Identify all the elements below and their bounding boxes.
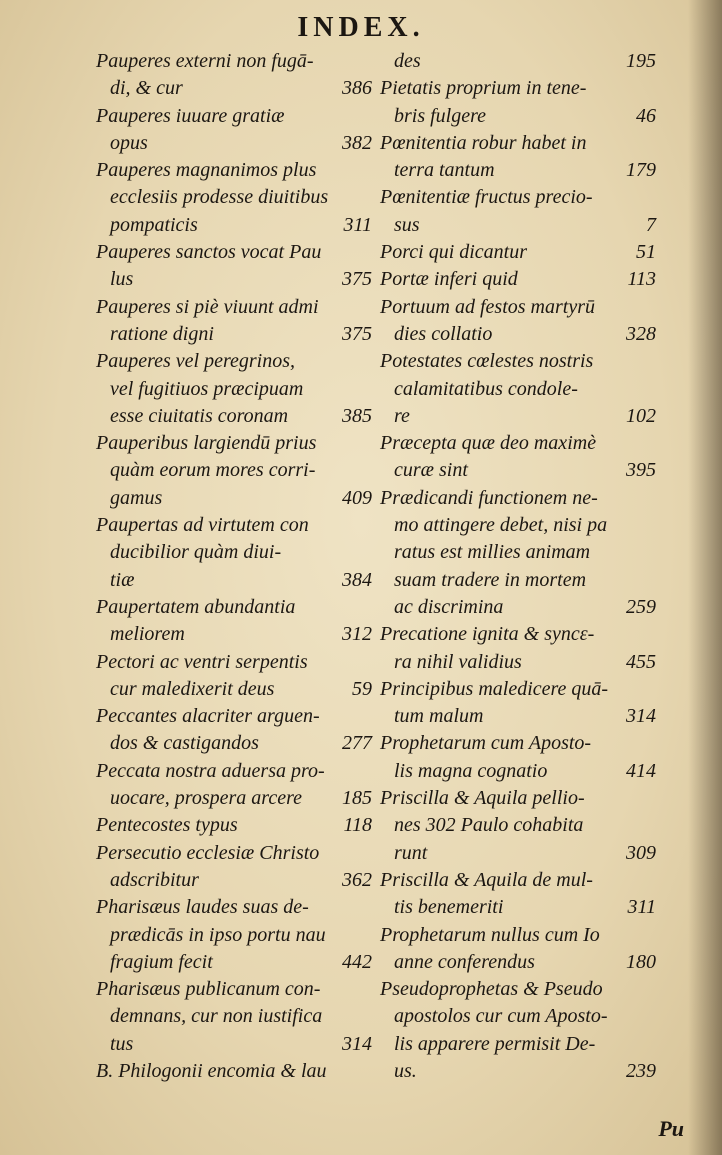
page-number: 375 [342, 322, 372, 345]
index-line [380, 1031, 656, 1058]
index-line [380, 594, 656, 621]
index-line [380, 184, 656, 211]
index-entry-text: uocare, prospera arcere [110, 787, 302, 810]
index-entry-text: ratione digni [110, 322, 214, 345]
index-line [380, 457, 656, 484]
index-entry-text: calamitatibus condole- [394, 377, 578, 400]
index-line [96, 239, 372, 266]
index-line [380, 949, 656, 976]
index-entry-text: ratus est millies animam [394, 541, 591, 564]
index-line [380, 840, 656, 867]
index-entry-text: Pauperes sanctos vocat Pau [96, 241, 322, 264]
index-line [380, 376, 656, 403]
index-entry-text: Pentecostes typus [96, 814, 238, 837]
index-entry-text: dies collatio [394, 322, 493, 345]
index-entry-text: Prædicandi functionem ne- [380, 486, 598, 509]
page-number: 362 [342, 868, 372, 891]
index-line [380, 48, 656, 75]
index-line [96, 75, 372, 102]
index-line [380, 785, 656, 812]
index-line [380, 75, 656, 102]
index-entry-text: demnans, cur non iustifica [110, 1005, 323, 1028]
index-entry-text: Paupertatem abundantia [96, 595, 296, 618]
index-line [96, 894, 372, 921]
index-entry-text: Porci qui dicantur [380, 241, 528, 264]
page-number: 409 [342, 486, 372, 509]
page-number: 309 [626, 841, 656, 864]
page-number: 314 [626, 705, 656, 728]
page-number: 395 [626, 459, 656, 482]
index-line [96, 266, 372, 293]
index-entry-text: lis apparere permisit De- [394, 1032, 596, 1055]
index-line [96, 567, 372, 594]
index-line [380, 703, 656, 730]
index-entry-text: quàm eorum mores corri- [110, 459, 316, 482]
page-number: 386 [342, 77, 372, 100]
page-gutter-shadow [688, 0, 722, 1155]
index-line [96, 703, 372, 730]
index-line [96, 321, 372, 348]
index-line [380, 348, 656, 375]
index-entry-text: mo attingere debet, nisi pa [394, 514, 608, 537]
index-entry-text: nes 302 Paulo cohabita [394, 814, 584, 837]
page-number: 442 [342, 950, 372, 973]
page-number: 7 [646, 213, 656, 236]
page-number: 314 [342, 1032, 372, 1055]
page-number: 51 [636, 241, 656, 264]
index-line [96, 676, 372, 703]
index-line [96, 539, 372, 566]
page-number: 455 [626, 650, 656, 673]
index-entry-text: Pectori ac ventri serpentis [96, 650, 308, 673]
page-number: 185 [342, 787, 372, 810]
index-entry-text: re [394, 404, 410, 427]
index-entry-text: Pseudoprophetas & Pseudo [380, 978, 603, 1001]
index-entry-text: Portuum ad festos martyrū [380, 295, 595, 318]
index-entry-text: bris fulgere [394, 104, 487, 127]
index-entry-text: des [394, 50, 421, 72]
page-number: 328 [626, 322, 656, 345]
index-line [380, 321, 656, 348]
index-line [96, 103, 372, 130]
index-entry-text: Prophetarum nullus cum Io [380, 923, 600, 946]
index-entry-text: prædicās in ipso portu nau [110, 923, 326, 946]
page-number: 102 [626, 404, 656, 427]
index-entry-text: Pauperes magnanimos plus [96, 159, 317, 182]
index-entry-text: sus [394, 213, 420, 236]
index-entry-text: Pauperes vel peregrinos, [96, 350, 296, 373]
index-line [380, 730, 656, 757]
index-line [380, 812, 656, 839]
index-entry-text: tus [110, 1032, 134, 1055]
index-entry-text: ra nihil validius [394, 650, 522, 673]
index-entry-text: Pharisæus publicanum con- [96, 978, 321, 1001]
index-line [96, 621, 372, 648]
index-entry-text: Pœnitentia robur habet in [380, 131, 587, 154]
index-line [96, 457, 372, 484]
page-number: 277 [342, 732, 372, 755]
page-number: 118 [343, 814, 372, 837]
page-number: 311 [627, 896, 656, 919]
index-line [96, 403, 372, 430]
page-number: 384 [342, 568, 372, 591]
index-line [380, 512, 656, 539]
page-number: 259 [626, 595, 656, 618]
index-line [380, 922, 656, 949]
right-column [380, 48, 656, 1085]
index-line [96, 157, 372, 184]
page-number: 414 [626, 759, 656, 782]
index-entry-text: terra tantum [394, 159, 495, 182]
index-entry-text: curæ sint [394, 459, 468, 482]
index-line [380, 103, 656, 130]
left-column [96, 48, 372, 1085]
index-line [380, 430, 656, 457]
index-line [380, 676, 656, 703]
index-entry-text: opus [110, 131, 148, 154]
index-entry-text: suam tradere in mortem [394, 568, 587, 591]
catchword: Pu [658, 1116, 684, 1141]
page-number: 113 [627, 268, 656, 291]
index-entry-text: tis benemeriti [394, 896, 504, 919]
index-line [96, 840, 372, 867]
index-entry-text: Pœnitentiæ fructus precio- [380, 186, 593, 209]
index-entry-text: Precatione ignita & syncε- [380, 623, 595, 646]
index-line [380, 294, 656, 321]
index-line [380, 403, 656, 430]
index-line [96, 212, 372, 239]
index-entry-text: ac discrimina [394, 595, 504, 618]
index-entry-text: Portæ inferi quid [380, 268, 518, 291]
index-entry-text: ecclesiis prodesse diuitibus [110, 186, 329, 209]
index-line [96, 294, 372, 321]
index-line [380, 485, 656, 512]
index-line [96, 1003, 372, 1030]
index-line [380, 621, 656, 648]
index-line [96, 922, 372, 949]
page-number: 375 [342, 268, 372, 291]
index-entry-text: adscribitur [110, 868, 199, 891]
index-entry-text: gamus [110, 486, 163, 509]
index-line [380, 212, 656, 239]
page-number: 312 [342, 623, 372, 646]
index-entry-text: lis magna cognatio [394, 759, 548, 782]
index-entry-text: Principibus maledicere quā- [380, 677, 609, 700]
page-number: 180 [626, 950, 656, 973]
index-line [96, 812, 372, 839]
index-line [380, 539, 656, 566]
index-line [96, 594, 372, 621]
index-entry-text: lus [110, 268, 134, 291]
page-header: INDEX. [297, 12, 425, 43]
index-line [96, 512, 372, 539]
page-number: 59 [352, 677, 372, 700]
index-entry-text: Pauperes externi non fugā- [96, 50, 314, 72]
index-entry-text: di, & cur [110, 77, 183, 100]
index-line [380, 976, 656, 1003]
page-number: 311 [343, 213, 372, 236]
index-entry-text: Peccata nostra aduersa pro- [96, 759, 325, 782]
index-line [96, 376, 372, 403]
index-line [96, 1058, 372, 1085]
index-line [96, 785, 372, 812]
page-number: 195 [626, 50, 656, 72]
index-line [380, 1003, 656, 1030]
index-line [96, 758, 372, 785]
index-entry-text: apostolos cur cum Aposto- [394, 1005, 608, 1028]
index-entry-text: meliorem [110, 623, 185, 646]
index-line [380, 239, 656, 266]
index-entry-text: tiæ [110, 568, 135, 591]
index-entry-text: Pharisæus laudes suas de- [96, 896, 309, 919]
index-entry-text: Potestates cœlestes nostris [380, 350, 594, 373]
index-line [96, 867, 372, 894]
index-line [96, 649, 372, 676]
page-number: 382 [342, 131, 372, 154]
index-entry-text: us. [394, 1059, 417, 1082]
index-line [380, 649, 656, 676]
page-number: 239 [626, 1059, 656, 1082]
index-entry-text: B. Philogonii encomia & lau [96, 1059, 327, 1082]
index-entry-text: Prophetarum cum Aposto- [380, 732, 592, 755]
index-entry-text: Pauperes iuuare gratiæ [96, 104, 285, 127]
page-number: 46 [636, 104, 656, 127]
index-entry-text: vel fugitiuos præcipuam [110, 377, 304, 400]
index-entry-text: runt [394, 841, 428, 864]
index-line [380, 867, 656, 894]
index-line [96, 485, 372, 512]
index-line [96, 1031, 372, 1058]
index-entry-text: esse ciuitatis coronam [110, 404, 289, 427]
index-entry-text: tum malum [394, 705, 484, 728]
index-entry-text: cur maledixerit deus [110, 677, 275, 700]
index-line [380, 567, 656, 594]
index-line [96, 430, 372, 457]
index-line [380, 266, 656, 293]
index-entry-text: Peccantes alacriter arguen- [96, 705, 320, 728]
index-entry-text: Pauperibus largiendū prius [96, 432, 317, 455]
index-line [96, 976, 372, 1003]
index-line [380, 894, 656, 921]
index-entry-text: fragium fecit [110, 950, 213, 973]
index-entry-text: Persecutio ecclesiæ Christo [96, 841, 320, 864]
index-line [96, 184, 372, 211]
index-line [380, 758, 656, 785]
index-line [96, 48, 372, 75]
index-entry-text: Paupertas ad virtutem con [96, 514, 309, 537]
index-line [96, 949, 372, 976]
index-line [96, 130, 372, 157]
index-entry-text: Priscilla & Aquila de mul- [380, 868, 593, 891]
index-entry-text: Præcepta quæ deo maximè [380, 432, 597, 455]
index-line [96, 348, 372, 375]
index-entry-text: dos & castigandos [110, 732, 259, 755]
index-line [380, 1058, 656, 1085]
index-entry-text: Pietatis proprium in tene- [380, 77, 587, 100]
index-line [380, 130, 656, 157]
index-entry-text: Priscilla & Aquila pellio- [380, 787, 585, 810]
index-line [380, 157, 656, 184]
index-entry-text: pompaticis [110, 213, 198, 236]
page-number: 385 [342, 404, 372, 427]
page-number: 179 [626, 159, 656, 182]
index-entry-text: Pauperes si piè viuunt admi [96, 295, 319, 318]
index-line [96, 730, 372, 757]
index-entry-text: anne conferendus [394, 950, 535, 973]
index-entry-text: ducibilior quàm diui- [110, 541, 282, 564]
